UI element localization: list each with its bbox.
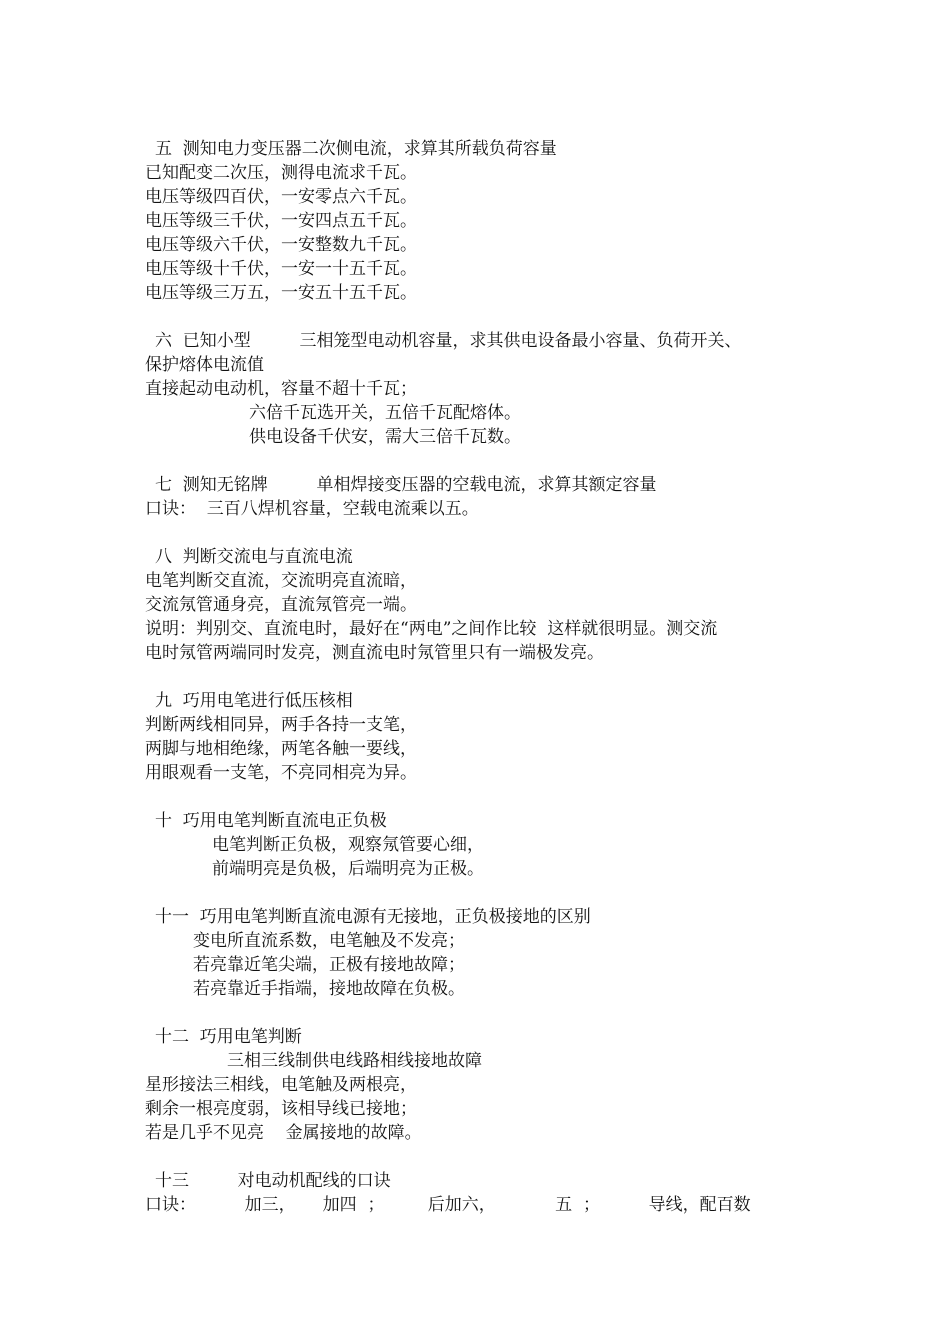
section-9-line: 判断两线相同异，两手各持一支笔，	[145, 715, 417, 735]
section-10-line: 电笔判断正负极，观察氖管要心细，	[212, 835, 484, 855]
section-7-line: 口诀： 三百八焊机容量，空载电流乘以五。	[145, 499, 479, 519]
section-5-line: 电压等级三千伏，一安四点五千瓦。	[145, 211, 417, 231]
section-5-line: 电压等级六千伏，一安整数九千瓦。	[145, 235, 417, 255]
section-12-heading: 十二 巧用电笔判断	[155, 1027, 302, 1047]
section-5-line: 已知配变二次压，测得电流求千瓦。	[145, 163, 417, 183]
section-6-heading: 六 已知小型 三相笼型电动机容量，求其供电设备最小容量、负荷开关、	[155, 331, 742, 351]
section-11-heading: 十一 巧用电笔判断直流电源有无接地，正负极接地的区别	[155, 907, 591, 927]
section-9-line: 两脚与地相绝缘，两笔各触一要线，	[145, 739, 417, 759]
section-11-line: 变电所直流系数，电笔触及不发亮；	[193, 931, 465, 951]
section-8-line: 电笔判断交直流，交流明亮直流暗，	[145, 571, 417, 591]
section-8-line: 电时氖管两端同时发亮，测直流电时氖管里只有一端极发亮。	[145, 643, 604, 663]
section-11-line: 若亮靠近手指端，接地故障在负极。	[193, 979, 465, 999]
section-12-line: 若是几乎不见亮 金属接地的故障。	[145, 1123, 422, 1143]
section-13-line: 口诀： 加三， 加四 ； 后加六， 五 ； 导线，配百数	[145, 1195, 751, 1215]
section-8-line: 交流氖管通身亮，直流氖管亮一端。	[145, 595, 417, 615]
section-7-heading: 七 测知无铭牌 单相焊接变压器的空载电流，求算其额定容量	[155, 475, 657, 495]
section-6-line: 供电设备千伏安，需大三倍千瓦数。	[249, 427, 521, 447]
section-13-heading: 十三 对电动机配线的口诀	[155, 1171, 391, 1191]
section-12-line: 星形接法三相线，电笔触及两根亮，	[145, 1075, 417, 1095]
section-10-heading: 十 巧用电笔判断直流电正负极	[155, 811, 387, 831]
section-9-line: 用眼观看一支笔，不亮同相亮为异。	[145, 763, 417, 783]
section-12-line: 剩余一根亮度弱，该相导线已接地；	[145, 1099, 417, 1119]
section-9-heading: 九 巧用电笔进行低压核相	[155, 691, 353, 711]
section-8-line: 说明：判别交、直流电时，最好在“两电”之间作比较 这样就很明显。测交流	[145, 619, 718, 639]
section-5-line: 电压等级三万五，一安五十五千瓦。	[145, 283, 417, 303]
section-8-heading: 八 判断交流电与直流电流	[155, 547, 353, 567]
section-11-line: 若亮靠近笔尖端，正极有接地故障；	[193, 955, 465, 975]
section-6-line: 直接起动电动机，容量不超十千瓦；	[145, 379, 417, 399]
section-5-line: 电压等级四百伏，一安零点六千瓦。	[145, 187, 417, 207]
section-12-line: 三相三线制供电线路相线接地故障	[227, 1051, 482, 1071]
section-5-heading: 五 测知电力变压器二次侧电流，求算其所载负荷容量	[155, 139, 557, 159]
section-6-line: 六倍千瓦选开关，五倍千瓦配熔体。	[249, 403, 521, 423]
section-5-line: 电压等级十千伏，一安一十五千瓦。	[145, 259, 417, 279]
section-10-line: 前端明亮是负极，后端明亮为正极。	[212, 859, 484, 879]
section-6-line: 保护熔体电流值	[145, 355, 264, 375]
